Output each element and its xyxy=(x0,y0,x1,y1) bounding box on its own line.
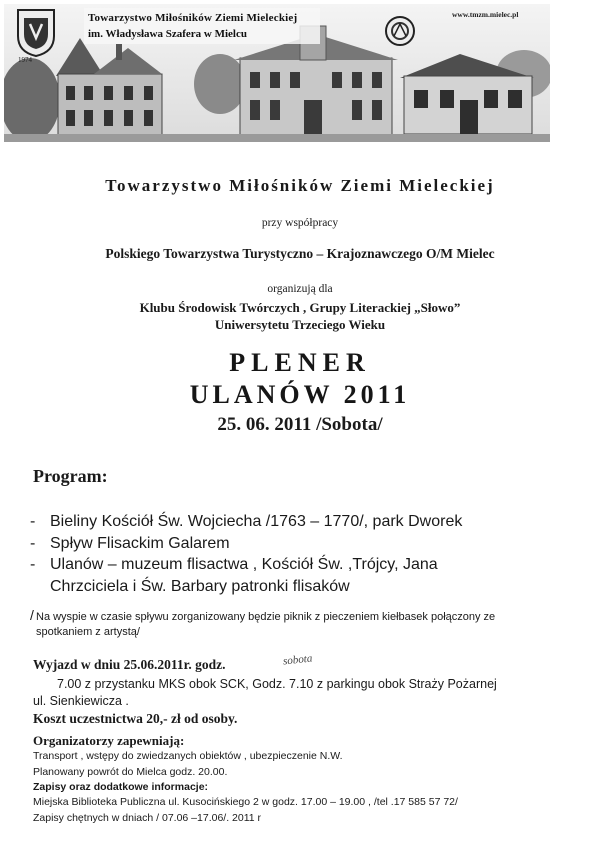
society-crest-icon xyxy=(14,8,58,58)
audience-line-1: Klubu Środowisk Twórczych , Grupy Literackiej „Słowo” xyxy=(139,300,461,315)
crest-year: 1974 xyxy=(18,56,32,64)
included-text: Transport , wstępy do zwiedzanych obiektów , ubezpieczenie N.W. xyxy=(33,750,343,762)
list-item xyxy=(30,511,600,533)
library-info: Miejska Biblioteka Publiczna ul. Kusocińskiego 2 w godz. 17.00 – 19.00 , /tel .17 585 57 72/ xyxy=(33,796,458,808)
list-bullet: - xyxy=(30,534,36,552)
program-list xyxy=(30,511,600,597)
slash-mark: / xyxy=(30,607,34,623)
handwritten-note: sobota xyxy=(282,652,313,668)
return-text: Planowany powrót do Mielca godz. 20.00. xyxy=(33,766,228,778)
program-heading: Program: xyxy=(33,466,108,486)
departure-heading: Wyjazd w dniu 25.06.2011r. godz. xyxy=(33,657,226,672)
picnic-note xyxy=(30,607,596,640)
organize-text: organizują dla xyxy=(267,283,333,295)
buildings-photo xyxy=(4,4,550,142)
event-place: ULANÓW 2011 xyxy=(189,380,411,409)
letterhead xyxy=(4,4,550,142)
list-item-text: Ulanów – muzeum flisactwa , Kościół Św. ,Trójcy, Jana xyxy=(50,556,438,573)
picnic-line-2: spotkaniem z artystą/ xyxy=(36,626,140,638)
picnic-line-1: Na wyspie w czasie spływu zorganizowany będzie piknik z pieczeniem kiełbasek połączony ze xyxy=(36,611,496,623)
departure-line-2: ul. Sienkiewicza . xyxy=(33,694,129,708)
event-title: PLENER xyxy=(229,348,371,377)
audience-line-2: Uniwersytetu Trzeciego Wieku xyxy=(214,317,386,332)
letterhead-title: Towarzystwo Miłośników Ziemi Mieleckiej xyxy=(88,12,298,24)
list-bullet: - xyxy=(30,556,36,573)
letterhead-url: www.tmzm.mielec.pl xyxy=(452,10,519,19)
list-item-text: Bieliny Kościół Św. Wojciecha /1763 – 1770/, park Dworek xyxy=(50,513,463,530)
list-item-text: Spływ Flisackim Galarem xyxy=(50,534,230,552)
ptt-emblem-icon xyxy=(384,14,416,48)
list-item xyxy=(30,554,600,597)
signup-heading: Zapisy oraz dodatkowe informacje: xyxy=(33,781,209,793)
list-item xyxy=(30,533,600,555)
organization-title: Towarzystwo Miłośników Ziemi Mieleckiej xyxy=(105,176,495,195)
cooperation-text: przy współpracy xyxy=(261,217,339,229)
letterhead-subtitle: im. Władysława Szafera w Mielcu xyxy=(88,28,247,40)
partner-name: Polskiego Towarzystwa Turystyczno – Krajoznawczego O/M Mielec xyxy=(105,246,495,261)
signup-dates: Zapisy chętnych w dniach / 07.06 –17.06/. 2011 r xyxy=(33,812,262,824)
cost-text: Koszt uczestnictwa 20,- zł od osoby. xyxy=(33,711,238,726)
departure-line-1: 7.00 z przystanku MKS obok SCK, Godz. 7.10 z parkingu obok Straży Pożarnej xyxy=(57,677,497,691)
event-date: 25. 06. 2011 /Sobota/ xyxy=(217,414,383,435)
list-item-text: Chrzciciela i Św. Barbary patronki flisaków xyxy=(50,577,350,595)
organizers-heading: Organizatorzy zapewniają: xyxy=(33,733,185,748)
list-bullet: - xyxy=(30,513,36,530)
